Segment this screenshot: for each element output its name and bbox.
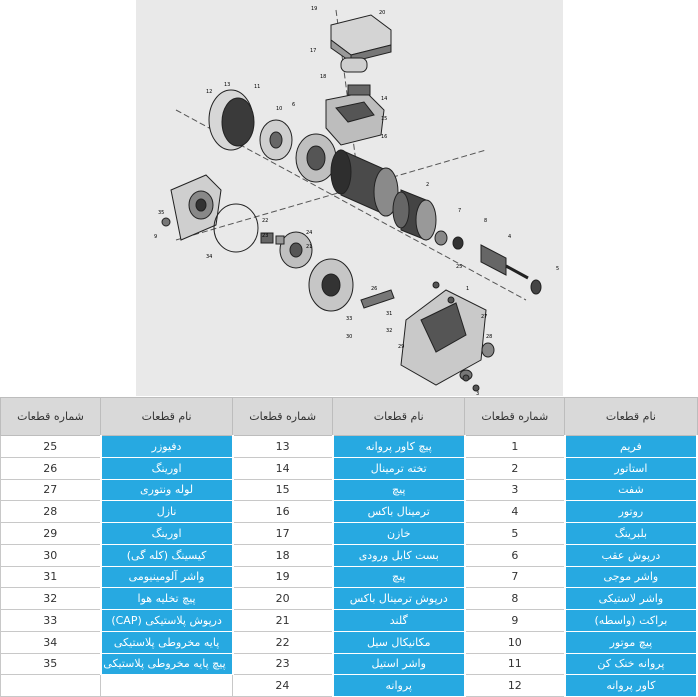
- callout-label: 14: [381, 96, 388, 102]
- header-part-name: نام قطعات: [333, 398, 465, 436]
- part-name-cell: پیچ پایه مخروطی پلاستیکی: [101, 653, 233, 675]
- callout-label: 3: [476, 391, 480, 396]
- part-name-cell: پیچ: [333, 479, 465, 501]
- rubber-washer: [214, 204, 258, 252]
- part-number-cell: 32: [1, 588, 101, 610]
- callout-label: 10: [276, 106, 283, 112]
- part-number-cell: 35: [1, 653, 101, 675]
- stator: [393, 190, 436, 240]
- part-number-cell: 18: [233, 544, 333, 566]
- terminal-box-cover: [331, 15, 391, 62]
- callout-label: 11: [254, 84, 261, 90]
- part-number-cell: 7: [465, 566, 565, 588]
- parts-table-body: [1, 436, 698, 697]
- callout-label: 32: [386, 328, 393, 334]
- part-name-cell: خازن: [333, 523, 465, 545]
- part-number-cell: 11: [465, 653, 565, 675]
- part-number-cell: 4: [465, 501, 565, 523]
- callout-label: 28: [486, 334, 493, 340]
- part-name-cell: فریم: [565, 436, 697, 458]
- impeller: [280, 232, 312, 268]
- bearing: [435, 231, 447, 245]
- fan-cover: [209, 90, 254, 150]
- part-name-cell: گلند: [333, 610, 465, 632]
- oring: [453, 237, 463, 249]
- header-part-number: شماره قطعات: [465, 398, 565, 436]
- callout-label: 24: [306, 230, 313, 236]
- part-number-cell: 28: [1, 501, 101, 523]
- callout-label: 33: [346, 316, 353, 322]
- part-number-cell: 2: [465, 457, 565, 479]
- part-name-cell: پروانه خنک کن: [565, 653, 697, 675]
- part-number-cell: [1, 675, 101, 697]
- callout-label: 18: [320, 74, 327, 80]
- table-row: [1, 523, 698, 545]
- part-name-cell: درپوش عقب: [565, 544, 697, 566]
- part-number-cell: 29: [1, 523, 101, 545]
- part-name-cell: دفیوزر: [101, 436, 233, 458]
- cooling-fan: [260, 120, 292, 160]
- part-name-cell: واشر لاستیکی: [565, 588, 697, 610]
- part-name-cell: استاتور: [565, 457, 697, 479]
- part-number-cell: 34: [1, 631, 101, 653]
- table-row: [1, 436, 698, 458]
- callout-label: 35: [158, 210, 165, 216]
- callout-label: 19: [311, 6, 318, 12]
- table-row: [1, 675, 698, 697]
- part-number-cell: 27: [1, 479, 101, 501]
- table-header-row: [1, 398, 698, 436]
- callout-label: 12: [206, 89, 213, 95]
- callout-label: 7: [458, 208, 462, 214]
- part-number-cell: 23: [233, 653, 333, 675]
- exploded-pump-diagram: [136, 0, 563, 396]
- part-number-cell: 9: [465, 610, 565, 632]
- part-name-cell: [101, 675, 233, 697]
- part-name-cell: نازل: [101, 501, 233, 523]
- part-name-cell: روتور: [565, 501, 697, 523]
- pump-casing: [401, 290, 494, 385]
- part-number-cell: 20: [233, 588, 333, 610]
- part-number-cell: 33: [1, 610, 101, 632]
- part-name-cell: پیچ کاور پروانه: [333, 436, 465, 458]
- table-row: [1, 653, 698, 675]
- part-number-cell: 19: [233, 566, 333, 588]
- capacitor: [341, 58, 367, 72]
- table-row: [1, 457, 698, 479]
- part-name-cell: پیچ موتور: [565, 631, 697, 653]
- callout-label: 9: [154, 234, 158, 240]
- exploded-view-drawing: [136, 0, 563, 396]
- part-name-cell: پروانه: [333, 675, 465, 697]
- callout-label: 25: [456, 264, 463, 270]
- callout-label: 22: [262, 218, 269, 224]
- header-part-name: نام قطعات: [565, 398, 697, 436]
- part-number-cell: 5: [465, 523, 565, 545]
- diffuser: [309, 259, 353, 311]
- part-number-cell: 12: [465, 675, 565, 697]
- table-row: [1, 544, 698, 566]
- callout-label: 26: [371, 286, 378, 292]
- callout-label: 31: [386, 311, 393, 317]
- part-number-cell: 10: [465, 631, 565, 653]
- table-row: [1, 501, 698, 523]
- part-name-cell: واشر موجی: [565, 566, 697, 588]
- part-number-cell: 1: [465, 436, 565, 458]
- callout-label: 13: [224, 82, 231, 88]
- table-row: [1, 479, 698, 501]
- part-number-cell: 3: [465, 479, 565, 501]
- part-name-cell: درپوش ترمینال باکس: [333, 588, 465, 610]
- part-name-cell: بست کابل ورودی: [333, 544, 465, 566]
- part-name-cell: درپوش پلاستیکی (CAP): [101, 610, 233, 632]
- part-number-cell: 6: [465, 544, 565, 566]
- table-row: [1, 610, 698, 632]
- table-row: [1, 631, 698, 653]
- part-number-cell: 17: [233, 523, 333, 545]
- rear-cover: [296, 134, 336, 182]
- motor-frame: [331, 150, 398, 216]
- callout-label: 16: [381, 134, 388, 140]
- table-row: [1, 566, 698, 588]
- part-name-cell: مکانیکال سیل: [333, 631, 465, 653]
- part-number-cell: 8: [465, 588, 565, 610]
- callout-label: 20: [379, 10, 386, 16]
- venturi-tube: [361, 290, 394, 308]
- part-number-cell: 14: [233, 457, 333, 479]
- part-name-cell: پیچ: [333, 566, 465, 588]
- callout-label: 17: [310, 48, 317, 54]
- callout-label: 5: [556, 266, 560, 272]
- part-number-cell: 25: [1, 436, 101, 458]
- callout-label: 6: [292, 102, 296, 108]
- table-row: [1, 588, 698, 610]
- callout-label: 34: [206, 254, 213, 260]
- part-number-cell: 31: [1, 566, 101, 588]
- part-name-cell: تخته ترمینال: [333, 457, 465, 479]
- bracket: [171, 175, 221, 240]
- part-name-cell: واشر آلومینیومی: [101, 566, 233, 588]
- part-name-cell: اورینگ: [101, 523, 233, 545]
- part-number-cell: 26: [1, 457, 101, 479]
- callout-label: 29: [398, 344, 405, 350]
- part-number-cell: 13: [233, 436, 333, 458]
- part-name-cell: شفت: [565, 479, 697, 501]
- part-number-cell: 15: [233, 479, 333, 501]
- part-name-cell: کاور پروانه: [565, 675, 697, 697]
- callout-label: 21: [306, 244, 313, 250]
- callout-label: 23: [262, 233, 269, 239]
- part-name-cell: واشر استیل: [333, 653, 465, 675]
- part-name-cell: بلبرینگ: [565, 523, 697, 545]
- terminal-box: [326, 85, 384, 145]
- part-name-cell: پیچ تخلیه هوا: [101, 588, 233, 610]
- header-part-number: شماره قطعات: [1, 398, 101, 436]
- parts-list-table: [0, 397, 698, 697]
- part-number-cell: 24: [233, 675, 333, 697]
- part-name-cell: کیسینگ (کله گی): [101, 544, 233, 566]
- callout-label: 1: [466, 286, 470, 292]
- callout-label: 27: [481, 314, 488, 320]
- part-name-cell: براکت (واسطه): [565, 610, 697, 632]
- part-number-cell: 16: [233, 501, 333, 523]
- callout-label: 4: [508, 234, 512, 240]
- callout-label: 30: [346, 334, 353, 340]
- callout-label: 2: [426, 182, 430, 188]
- part-name-cell: اورینگ: [101, 457, 233, 479]
- part-number-cell: 22: [233, 631, 333, 653]
- part-name-cell: پایه مخروطی پلاستیکی: [101, 631, 233, 653]
- part-name-cell: ترمینال باکس: [333, 501, 465, 523]
- rotor-shaft: [481, 245, 541, 294]
- part-number-cell: 30: [1, 544, 101, 566]
- header-part-number: شماره قطعات: [233, 398, 333, 436]
- header-part-name: نام قطعات: [101, 398, 233, 436]
- callout-label: 8: [484, 218, 488, 224]
- part-name-cell: لوله ونتوری: [101, 479, 233, 501]
- callout-label: 15: [381, 116, 388, 122]
- part-number-cell: 21: [233, 610, 333, 632]
